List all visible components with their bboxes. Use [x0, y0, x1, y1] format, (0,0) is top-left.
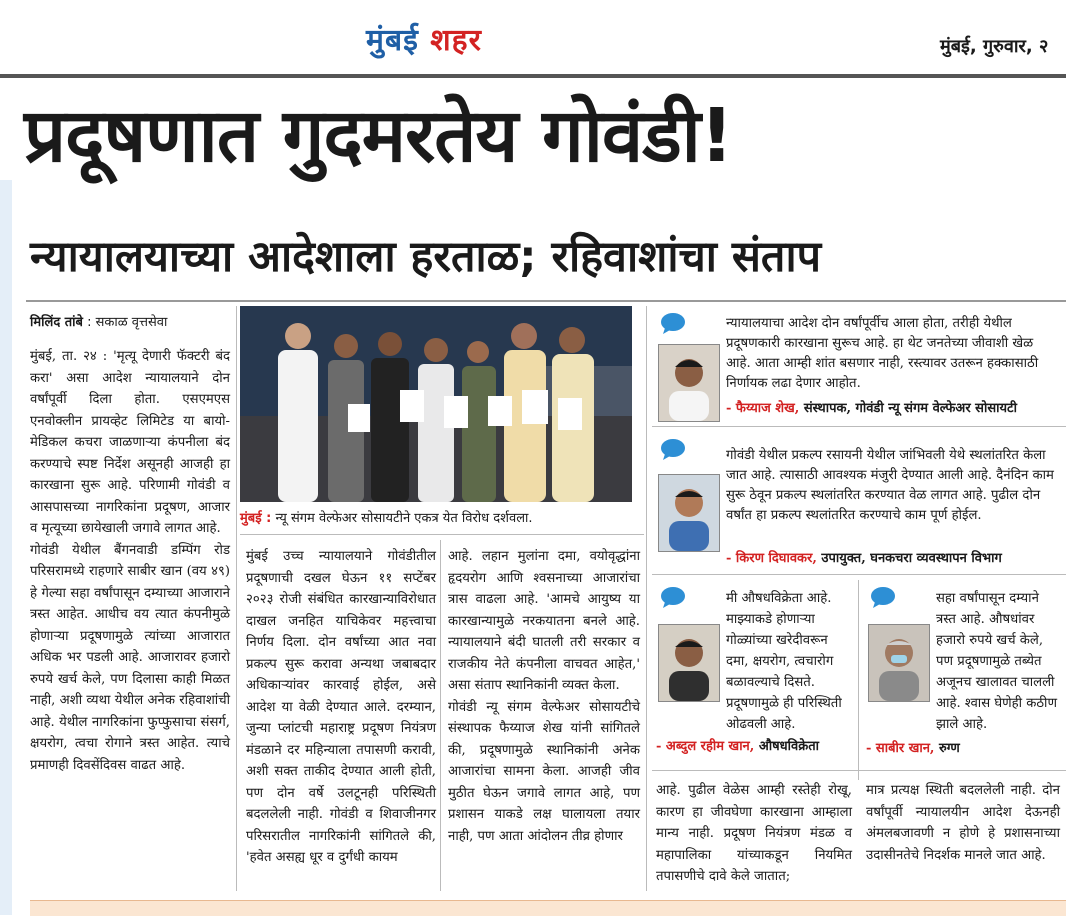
quote-2-signature — [726, 548, 1002, 566]
quote-3-text: मी औषधविक्रेता आहे. माझ्याकडे होणाऱ्या गोळ्यांच्या खरेदीवरून दमा, क्षयरोग, त्वचारोग बळावल्याचे दिसते. प्रदूषणामुळे ही परिस्थिती ओढवली आहे. — [726, 591, 842, 732]
caption-label: मुंबई : — [240, 511, 272, 526]
column-divider — [236, 306, 237, 891]
byline-agency: : सकाळ वृत्तसेवा — [82, 315, 168, 330]
quote-3-role: औषधविक्रेता — [754, 739, 820, 754]
quote-2-role: उपायुक्त, घनकचरा व्यवस्थापन विभाग — [816, 551, 1002, 566]
column-divider — [646, 306, 647, 891]
quote-1-name: - फैय्याज शेख, — [726, 401, 800, 416]
quote-4-signature — [866, 738, 960, 756]
portrait-abdul-rahim-khan — [658, 624, 720, 702]
quote-divider — [652, 426, 1066, 427]
quote-divider — [652, 574, 1066, 575]
headline-divider — [26, 300, 1066, 302]
portrait-sabir-khan — [868, 624, 930, 702]
caption-divider — [240, 534, 644, 535]
dateline: मुंबई, गुरुवार, २ — [940, 36, 1049, 57]
quote-section-divider — [652, 770, 1066, 771]
portrait-kiran-dighavkar — [658, 474, 720, 552]
brand-part-city: मुंबई — [366, 23, 419, 58]
quote-1-text: न्यायालयाचा आदेश दोन वर्षांपूर्वीच आला होता, तरीही येथील प्रदूषणकारी कारखाना सुरूच आहे. हा थेट जनतेच्या जीवाशी खेळ आहे. आता आम्ही शांत बसणार नाही, रस्त्यावर उतरून हक्कासाठी निर्णायक लढा देणार आहोत. — [726, 316, 1039, 391]
caption-text: न्यू संगम वेल्फेअर सोसायटीने एकत्र येत विरोध दर्शवला. — [271, 511, 533, 526]
photo-caption — [240, 508, 640, 526]
next-article-strip — [30, 900, 1066, 916]
byline — [30, 312, 167, 330]
column-divider — [858, 580, 859, 780]
quote-4-name: - साबीर खान, — [866, 741, 935, 756]
quote-3-signature — [656, 736, 819, 754]
article-column-1: मुंबई, ता. २४ : 'मृत्यू देणारी फॅक्टरी बंद करा' असा आदेश न्यायालयाने दोन वर्षांपूर्वी दिला होता. एसएमएस एनवोक्लीन प्रायव्हेट लिमिटेड या बायो-मेडिकल कचरा जाळणाऱ्या कंपनीला बंद करण्याचे स्पष्ट निर्देश असूनही आजही हा कारखाना सुरू आहे. परिणामी गोवंडी व आसपासच्या नागरिकांना प्रदूषण, आजार व मृत्यूच्या छायेखाली जगावे लागत आहे. गोवंडी येथील बैंगनवाडी डम्पिंग रोड परिसरामध्ये राहणारे साबीर खान (वय ४९) हे गेल्या सहा वर्षांपासून दम्याच्या आजाराने त्रस्त आहेत. आधीच वय त्यात कंपनीमुळे होणाऱ्या प्रदूषणामुळे त्यांच्या आजारात अधिक भर पडली आहे. आजारावर हजारो रुपये खर्च केले, पण दिलासा काही मिळत नाही, अशी व्यथा येथील अनेक रहिवाशांची आहे. येथील नागरिकांना फुप्फुसाचा संसर्ग, क्षयरोग, त्वचा रोगाने त्रस्त आहेत. त्याचे प्रमाणही दिवसेंदिवस वाढत आहे. — [30, 349, 230, 773]
left-margin-strip — [0, 180, 12, 915]
quote-bubble-icon — [660, 312, 686, 334]
column-divider — [440, 540, 441, 891]
masthead-rule — [0, 74, 1066, 78]
brand-part-shahar: शहर — [430, 23, 482, 58]
quote-4-role: रुग्ण — [934, 741, 960, 756]
quote-bubble-icon — [660, 586, 686, 608]
byline-author: मिलिंद तांबे — [30, 315, 83, 330]
newspaper-section-brand — [366, 18, 482, 59]
quote-4-text: सहा वर्षांपासून दम्याने त्रस्त आहे. औषधांवर हजारो रुपये खर्च केले, पण प्रदूषणामुळे तब्येत अजूनच खालावत चालली आहे. श्वास घेणेही कठीण झाले आहे. — [936, 591, 1058, 732]
protest-photo — [240, 306, 632, 502]
article-column-4: आहे. पुढील वेळेस आम्ही रस्तेही रोखू, कारण हा जीवघेणा कारखाना आम्हाला मान्य नाही. प्रदूषण नियंत्रण मंडळ व महापालिका यांच्याकडून नियमित तपासणीचे दावे केले जातात; — [656, 783, 852, 884]
quote-1-signature — [726, 398, 1017, 416]
masthead — [0, 0, 1066, 78]
protest-group-illustration — [240, 306, 632, 502]
article-column-5: मात्र प्रत्यक्ष स्थिती बदललेली नाही. दोन वर्षांपूर्वी न्यायालयीन आदेश देऊनही अंमलबजावणी न होणे हे प्रशासनाच्या उदासीनतेचे निदर्शक मानले जात आहे. — [866, 783, 1060, 863]
quote-bubble-icon — [660, 438, 686, 460]
article-column-3: आहे. लहान मुलांना दमा, वयोवृद्धांना हृदयरोग आणि श्वसनाच्या आजारांचा त्रास वाढला आहे. 'आमचे आयुष्य या कारखान्यामुळे नरकयातना बनले आहे. न्यायालयाने बंदी घातली तरी सरकार व राजकीय नेते कंपनीला वाचवत आहेत,' असा संताप स्थानिकांनी व्यक्त केला. गोवंडी न्यू संगम वेल्फेअर सोसायटीचे संस्थापक फैय्याज शेख यांनी सांगितले की, प्रदूषणामुळे स्थानिकांनी अनेक आजारांचा सामना केला. आजही जीव मुठीत घेऊन जगावे लागत आहे, पण प्रशासन याकडे लक्ष घालायला तयार नाही, पण आता आंदोलन तीव्र होणार — [448, 549, 640, 844]
quote-2-text: गोवंडी येथील प्रकल्प रसायनी येथील जांभिवली येथे स्थलांतरित केला जात आहे. त्यासाठी आवश्यक मंजुरी देण्यात आली आहे. दैनंदिन काम सुरू ठेवून प्रकल्प स्थलांतरित करण्यात वेळ लागत आहे. पुढील दोन वर्षांत हा प्रकल्प स्थलांतरित करण्याचे काम पूर्ण होईल. — [726, 448, 1054, 523]
portrait-faiyaz-shaikh — [658, 344, 720, 422]
quote-1-role: संस्थापक, गोवंडी न्यू संगम वेल्फेअर सोसायटी — [799, 401, 1017, 416]
headline: प्रदूषणात गुदमरतेय गोवंडी! — [24, 93, 733, 179]
quote-3-name: - अब्दुल रहीम खान, — [656, 739, 755, 754]
quote-2-name: - किरण दिघावकर, — [726, 551, 817, 566]
article-column-2: मुंबई उच्च न्यायालयाने गोवंडीतील प्रदूषणाची दखल घेऊन ११ सप्टेंबर २०२३ रोजी संबंधित कारखान्याविरोधात दाखल जनहित याचिकेवर महत्त्वाचा निर्णय दिला. दोन वर्षांच्या आत नवा प्रकल्प सुरू करावा अन्यथा जबाबदार अधिकाऱ्यांवर कारवाई होईल, असे आदेश या वेळी देण्यात आले. दरम्यान, जुन्या प्लांटची महाराष्ट्र प्रदूषण नियंत्रण मंडळाने दर महिन्याला तपासणी करावी, अशी सक्त ताकीद देण्यात आली होती, पण दोन वर्षे उलटूनही परिस्थिती बदललेली नाही. गोवंडी व शिवाजीनगर परिसरातील नागरिकांनी सांगितले की, 'हवेत असह्य धूर व दुर्गंधी कायम — [246, 549, 436, 865]
quote-bubble-icon — [870, 586, 896, 608]
subheadline: न्यायालयाच्या आदेशाला हरताळ; रहिवाशांचा संताप — [30, 232, 822, 282]
